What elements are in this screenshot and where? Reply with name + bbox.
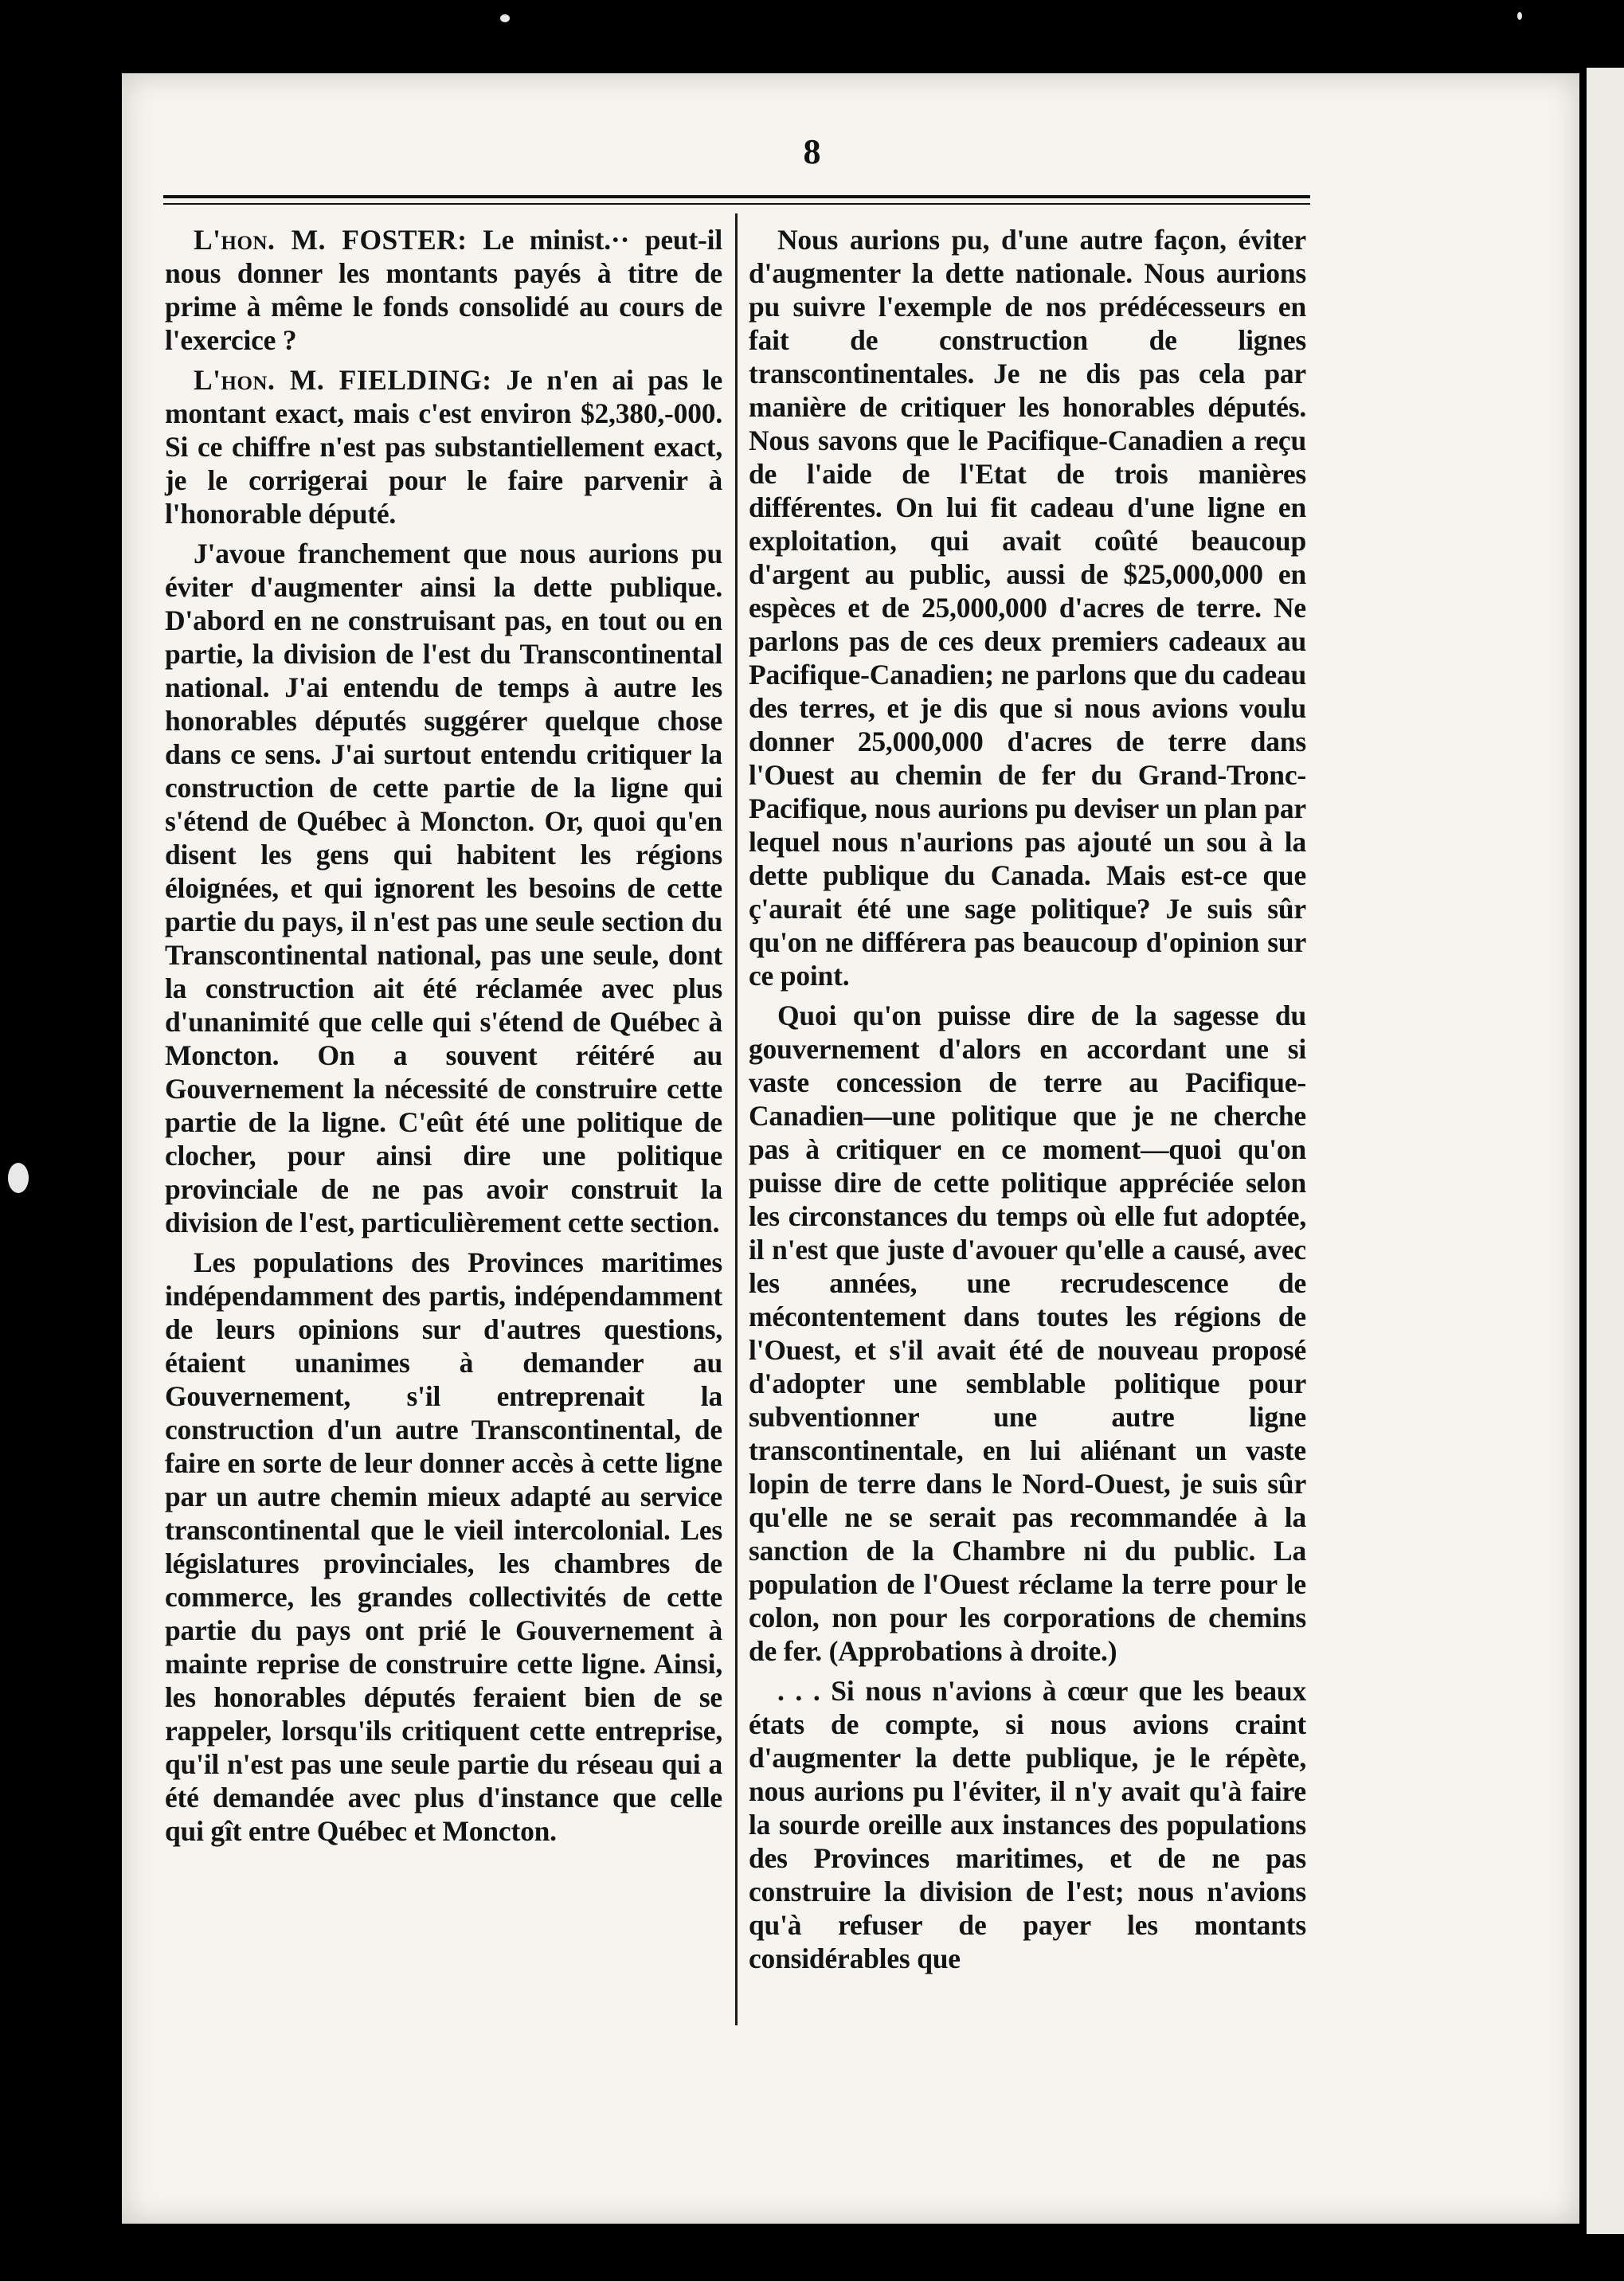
paragraph-text: Nous aurions pu, d'une autre façon, éviter d'augmenter la dette nationale. Nous aurions pu suivre l'exemple de nos prédécesseurs en fait de construction de lignes transcontinentales. Je ne dis pas cela par manière de critiquer les honorables députés. Nous savons que le Pacifique-Canadien a reçu de l'aide de l'Etat de trois manières différentes. On lui fit cadeau d'une ligne en exploitation, qui avait coûté beaucoup d'argent au public, aussi de $25,000,000 en espèces et de 25,000,000 d'acres de terre. Ne parlons pas de ces deux premiers cadeaux au Pacifique-Canadien; ne parlons que du cadeau des terres, et je dis que si nous avions voulu donner 25,000,000 d'acres de terre dans l'Ouest au chemin de fer du Grand-Tronc-Pacifique, nous aurions pu deviser un plan par lequel nous n'aurions pas ajouté un sou à la dette publique du Canada. Mais est-ce que ç'aurait été une sage politique? Je suis sûr qu'on ne différera pas beaucoup d'opinion sur ce point. [749, 224, 1306, 992]
paragraph [165, 363, 722, 530]
paragraph-text: . . . Si nous n'avions à cœur que les beaux états de compte, si nous avions craint d'augmenter la dette publique, je le répète, nous aurions pu l'éviter, il n'y avait qu'à faire la sourde oreille aux instances des populations des Provinces maritimes, et de ne pas construire la division de l'est; nous n'avions qu'à refuser de payer les montants considérables que [749, 1675, 1306, 1974]
paragraph-text: Le minist.·· peut-il nous donner les montants payés à titre de prime à même le fonds consolidé au cours de l'exercice ? [165, 224, 722, 356]
page-number: 8 [803, 132, 821, 171]
left-column [165, 223, 722, 1854]
speaker-name: L'hon. M. FOSTER: [194, 224, 468, 256]
paragraph-text: Les populations des Provinces maritimes indépendamment des partis, indépendamment de leurs opinions sur d'autres questions, étaient unanimes à demander au Gouvernement, s'il entreprenait la construction d'un autre Transcontinental, de faire en sorte de leur donner accès à cette ligne par un autre chemin mieux adapté au service transcontinental que le vieil intercolonial. Les législatures provinciales, les chambres de commerce, les grandes collectivités de cette partie du pays ont prié le Gouvernement à mainte reprise de construire cette ligne. Ainsi, les honorables députés feraient bien de se rappeler, lorsqu'ils critiquent cette entreprise, qu'il n'est pas une seule partie du réseau qui a été demandée avec plus d'instance que celle qui gît entre Québec et Moncton. [165, 1246, 722, 1847]
paragraph [749, 1674, 1306, 1975]
speaker-name: L'hon. M. FIELDING: [194, 364, 492, 396]
paragraph-text: Je n'en ai pas le montant exact, mais c'est environ $2,380,-000. Si ce chiffre n'est pas substantiellement exact, je le corrigerai pour le faire parvenir à l'honorable député. [165, 364, 722, 530]
header-rule [163, 195, 1310, 205]
paragraph [749, 223, 1306, 992]
paragraph [165, 537, 722, 1239]
paragraph-text: Quoi qu'on puisse dire de la sagesse du gouvernement d'alors en accordant une si vaste concession de terre au Pacifique-Canadien—une politique que je ne cherche pas à critiquer en ce moment—quoi qu'on puisse dire de cette politique appréciée selon les circonstances du temps où elle fut adoptée, il n'est que juste d'avouer qu'elle a causé, avec les années, une recrudescence de mécontentement dans toutes les régions de l'Ouest, et s'il avait été de nouveau proposé d'adopter une semblable politique pour subventionner une autre ligne transcontinentale, en lui aliénant un vaste lopin de terre dans le Nord-Ouest, je suis sûr qu'elle ne se serait pas recommandée à la sanction de la Chambre ni du public. La population de l'Ouest réclame la terre pour le colon, non pour les corporations de chemins de fer. (Approbations à droite.) [749, 1000, 1306, 1667]
right-column [749, 223, 1306, 1982]
paragraph [165, 1246, 722, 1848]
paragraph [749, 999, 1306, 1668]
adjacent-page-edge [1587, 68, 1624, 2234]
paragraph-text: J'avoue franchement que nous aurions pu éviter d'augmenter ainsi la dette publique. D'abord en ne construisant pas, en tout ou en partie, la division de l'est du Transcontinental national. J'ai entendu de temps à autre les honorables députés suggérer quelque chose dans ce sens. J'ai surtout entendu critiquer la construction de cette partie de la ligne qui s'étend de Québec à Moncton. Or, quoi qu'en disent les gens qui habitent les régions éloignées, et qui ignorent les besoins de cette partie du pays, il n'est pas une seule section du Transcontinental national, pas une seule, dont la construction ait été réclamée avec plus d'unanimité que celle qui s'étend de Québec à Moncton. On a souvent réitéré au Gouvernement la nécessité de construire cette partie de la ligne. C'eût été une politique de clocher, pour ainsi dire une politique provinciale de ne pas avoir construit la division de l'est, particulièrement cette section. [165, 538, 722, 1238]
paragraph [165, 223, 722, 357]
column-divider [735, 213, 738, 2025]
